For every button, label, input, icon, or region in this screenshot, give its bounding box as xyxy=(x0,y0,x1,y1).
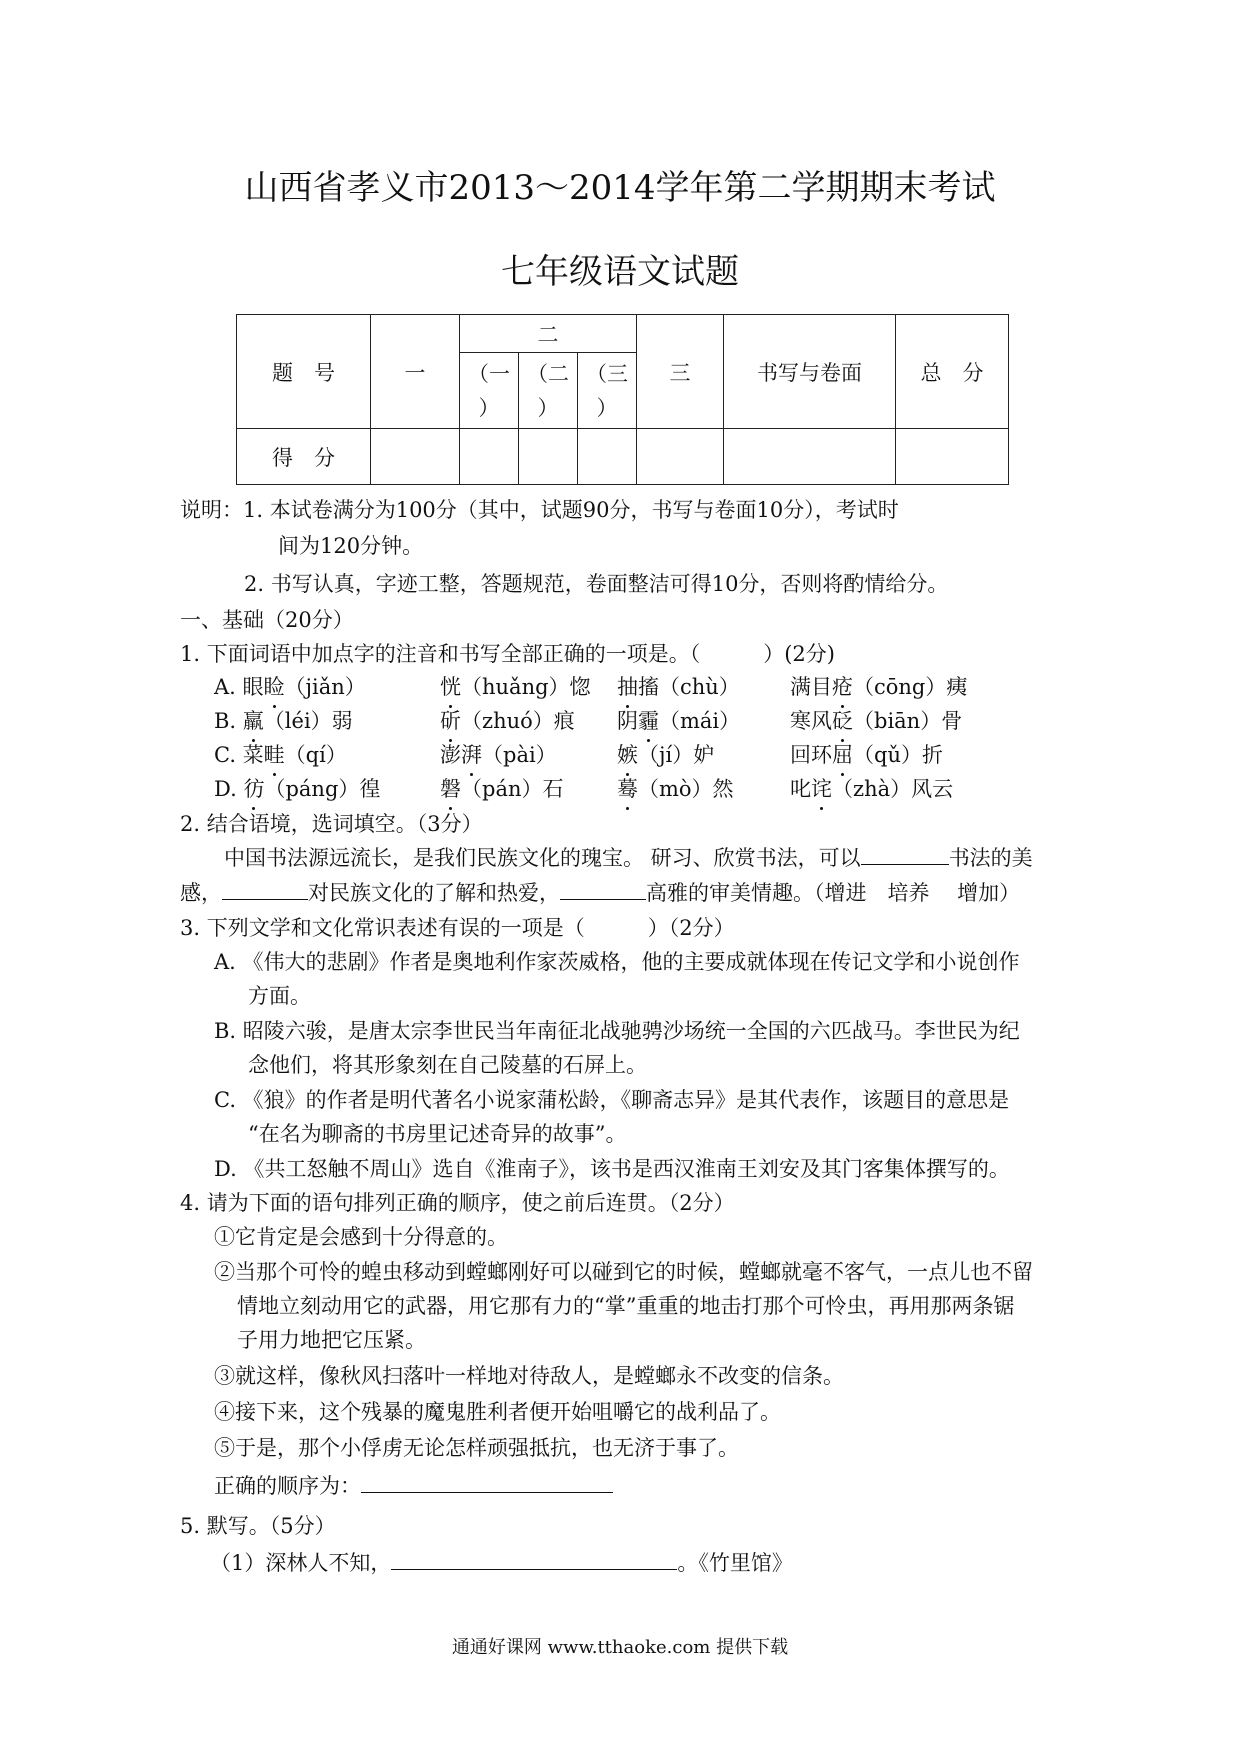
score-table xyxy=(236,314,1009,485)
q3-option-c-cont: “在名为聊斋的书房里记述奇异的故事”。 xyxy=(248,1122,627,1146)
q4-sentence-2: ②当那个可怜的蝗虫移动到螳螂刚好可以碰到它的时候，螳螂就毫不客气，一点儿也不留 xyxy=(214,1260,1033,1284)
q4-sentence-5: ⑤于是，那个小俘虏无论怎样顽强抵抗，也无济于事了。 xyxy=(214,1436,739,1460)
q3-option-d: D. 《共工怒触不周山》选自《淮南子》，该书是西汉淮南王刘安及其门客集体撰写的。 xyxy=(214,1157,1010,1181)
q1-stem: 1. 下面词语中加点字的注音和书写全部正确的一项是。（ ）(2分) xyxy=(180,642,835,666)
col-sub-one: （一 ） xyxy=(460,353,519,429)
notes-line-1: 说明：1. 本试卷满分为100分（其中，试题90分，书写与卷面10分），考试时 xyxy=(180,498,899,522)
col-sub-three: （三 ） xyxy=(578,353,637,429)
q4-sentence-2-cont: 情地立刻动用它的武器，用它那有力的“掌”重重的地击打那个可怜虫，再用那两条锯 xyxy=(237,1294,1015,1318)
col-section-three: 三 xyxy=(637,315,724,429)
q1-option-c4: 回环屈（qǔ）折 xyxy=(790,739,943,769)
q2-blank-2[interactable] xyxy=(222,879,308,900)
q5-blank-1[interactable] xyxy=(391,1549,677,1570)
score-cell[interactable] xyxy=(460,429,519,485)
q4-sentence-4: ④接下来，这个残暴的魔鬼胜利者便开始咀嚼它的战利品了。 xyxy=(214,1400,781,1424)
notes-line-3: 2. 书写认真，字迹工整，答题规范，卷面整洁可得10分，否则将酌情给分。 xyxy=(244,572,949,596)
exam-title: 山西省孝义市2013～2014学年第二学期期末考试 xyxy=(244,168,996,208)
col-writing: 书写与卷面 xyxy=(724,315,896,429)
q1-option-a3: 抽搐（chù） xyxy=(617,671,740,701)
q1-option-c2: 澎湃（pài） xyxy=(440,739,557,769)
q3-option-c: C. 《狼》的作者是明代著名小说家蒲松龄，《聊斋志异》是其代表作，该题目的意思是 xyxy=(214,1088,1010,1112)
q1-option-d3: 蓦（mò）然 xyxy=(617,773,734,803)
q2-line-2: 感， 对民族文化的了解和热爱， 高雅的审美情趣。（增进 培养 增加） xyxy=(180,881,1021,905)
q5-item-1: （1）深林人不知， 。《竹里馆》 xyxy=(210,1551,793,1575)
section-heading: 一、基础（20分） xyxy=(180,608,354,632)
footer-credit: 通通好课网 www.tthaoke.com 提供下载 xyxy=(451,1637,789,1658)
score-cell[interactable] xyxy=(724,429,896,485)
q4-sentence-3: ③就这样，像秋风扫落叶一样地对待敌人，是螳螂永不改变的信条。 xyxy=(214,1364,844,1388)
q4-answer: 正确的顺序为： xyxy=(214,1470,613,1500)
score-cell[interactable] xyxy=(896,429,1009,485)
q1-option-d4: 叱诧（zhà）风云 xyxy=(790,773,953,803)
q2-blank-3[interactable] xyxy=(560,879,646,900)
q1-option-a4: 满目疮（cōng）痍 xyxy=(790,671,967,701)
q3-stem: 3. 下列文学和文化常识表述有误的一项是（ ）（2分） xyxy=(180,916,735,940)
q1-option-b4: 寒风砭（biān）骨 xyxy=(790,705,962,735)
q5-stem: 5. 默写。（5分） xyxy=(180,1514,336,1538)
q2-line-1: 中国书法源远流长，是我们民族文化的瑰宝。 研习、欣赏书法，可以 书法的美 xyxy=(224,846,1033,870)
q3-option-b-cont: 念他们，将其形象刻在自己陵墓的石屏上。 xyxy=(248,1053,647,1077)
q2-stem: 2. 结合语境，选词填空。（3分） xyxy=(180,812,483,836)
row-label-score: 得 分 xyxy=(237,429,371,485)
score-cell[interactable] xyxy=(371,429,460,485)
col-section-one: 一 xyxy=(371,315,460,429)
notes-line-2: 间为120分钟。 xyxy=(278,534,424,558)
row-label-question-no: 题 号 xyxy=(237,315,371,429)
q1-option-a1: A. 眼睑（jiǎn） xyxy=(214,671,366,701)
q4-sentence-2-cont: 子用力地把它压紧。 xyxy=(237,1328,426,1352)
col-section-two: 二 xyxy=(460,315,637,353)
score-cell[interactable] xyxy=(637,429,724,485)
score-cell[interactable] xyxy=(578,429,637,485)
exam-subtitle: 七年级语文试题 xyxy=(501,252,739,292)
q3-option-a-cont: 方面。 xyxy=(248,984,311,1008)
q1-option-b1: B. 羸（léi）弱 xyxy=(214,705,353,735)
q3-option-a: A. 《伟大的悲剧》作者是奥地利作家茨威格，他的主要成就体现在传记文学和小说创作 xyxy=(214,950,1020,974)
col-sub-two: （二 ） xyxy=(519,353,578,429)
q1-option-d1: D. 彷（páng）徨 xyxy=(214,773,380,803)
q1-option-c3: 嫉（jí）妒 xyxy=(617,739,714,769)
q4-stem: 4. 请为下面的语句排列正确的顺序，使之前后连贯。（2分） xyxy=(180,1191,735,1215)
q2-blank-1[interactable] xyxy=(861,844,949,865)
q3-option-b: B. 昭陵六骏，是唐太宗李世民当年南征北战驰骋沙场统一全国的六匹战马。李世民为纪 xyxy=(214,1019,1020,1043)
q1-option-b3: 阴霾（mái） xyxy=(617,705,740,735)
score-cell[interactable] xyxy=(519,429,578,485)
q4-answer-blank[interactable] xyxy=(361,1472,613,1493)
q1-option-b2: 斫（zhuó）痕 xyxy=(440,705,575,735)
q1-option-a2: 恍（huǎng）惚 xyxy=(440,671,591,701)
q4-sentence-1: ①它肯定是会感到十分得意的。 xyxy=(214,1225,508,1249)
col-total: 总 分 xyxy=(896,315,1009,429)
q1-option-c1: C. 菜畦（qí） xyxy=(214,739,347,769)
q1-option-d2: 磐（pán）石 xyxy=(440,773,564,803)
